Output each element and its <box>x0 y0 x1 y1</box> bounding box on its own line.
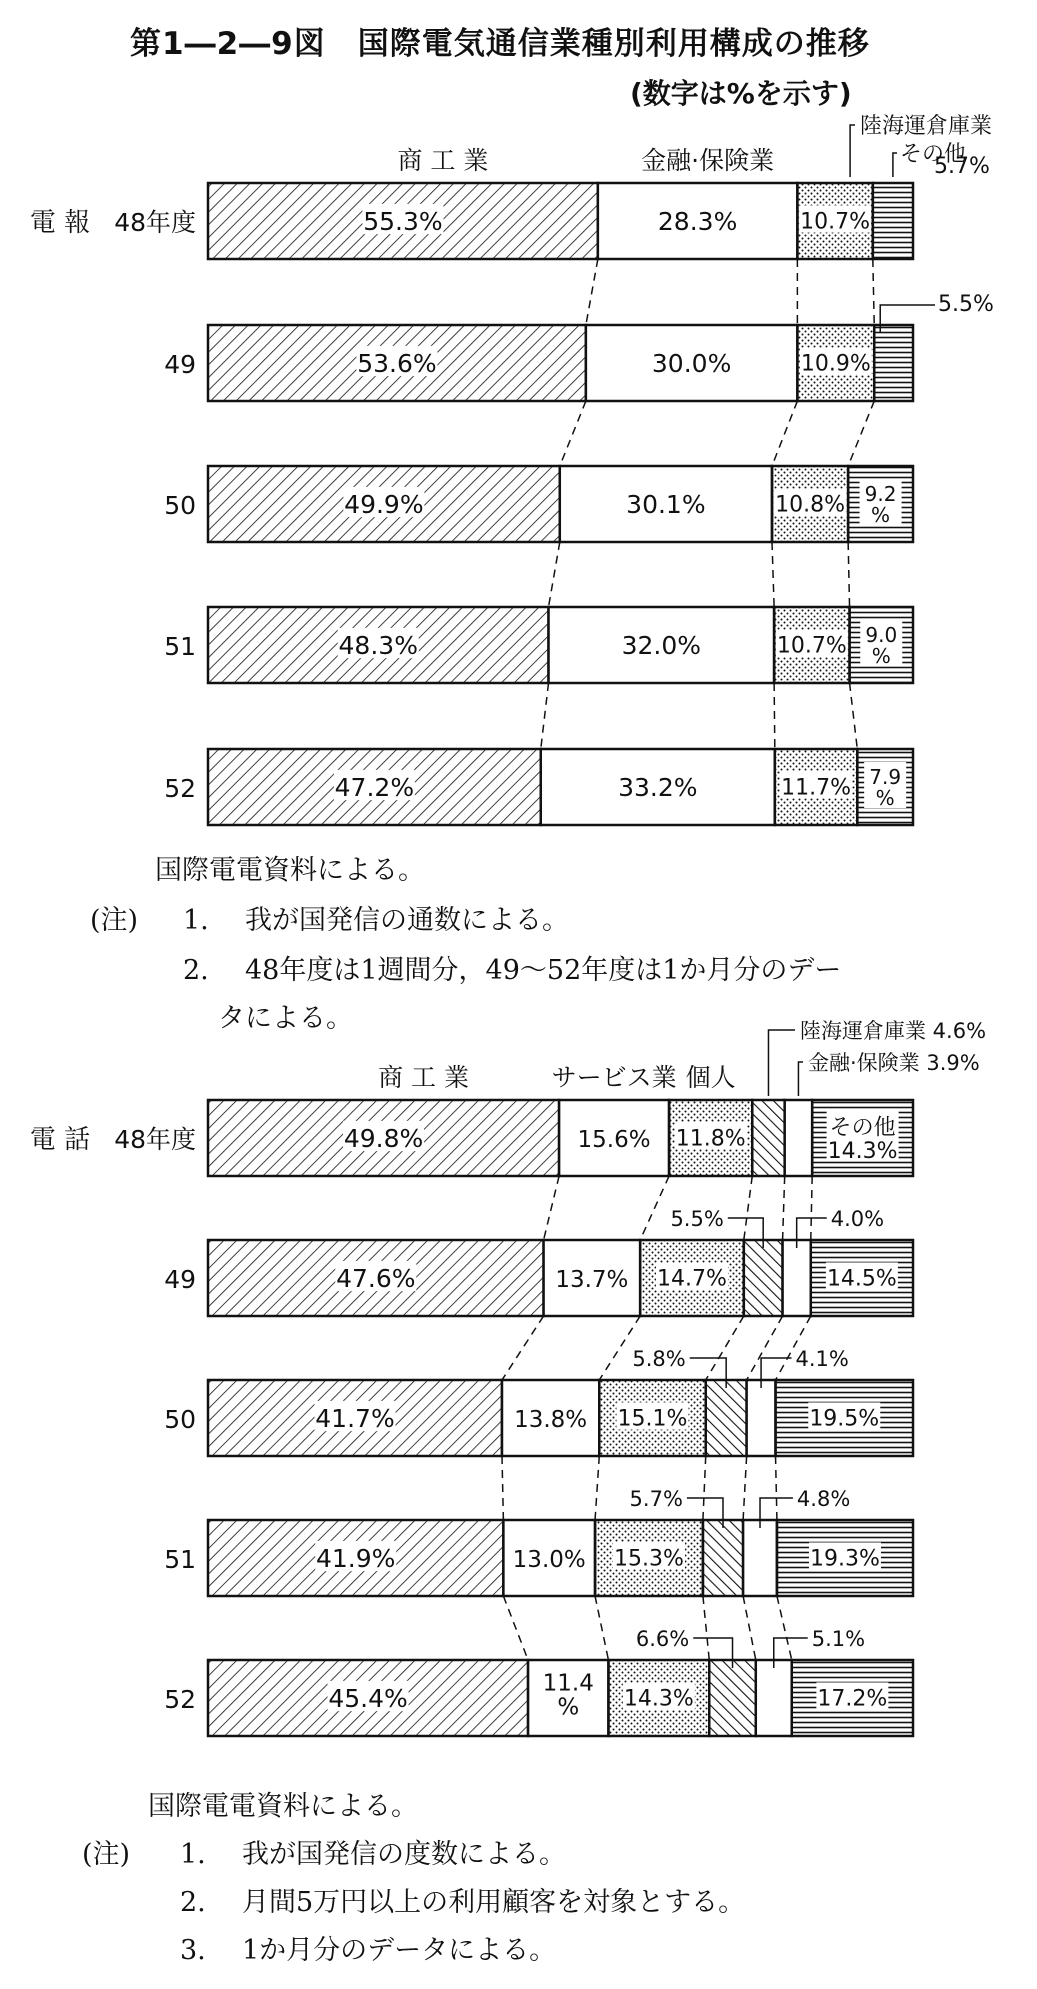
value-label: 41.7% <box>315 1403 395 1433</box>
bar-segment <box>873 183 913 259</box>
series-header: 商 工 業 <box>378 1063 469 1092</box>
value-label: 28.3% <box>657 207 738 236</box>
value-label: 14.3% <box>623 1686 694 1712</box>
value-label: 15.1% <box>617 1406 688 1432</box>
note-text: 月間5万円以上の利用顧客を対象とする。 <box>242 1887 746 1918</box>
value-label: 19.5% <box>809 1406 880 1432</box>
telegraph-notes-label: (注) <box>90 905 139 936</box>
value-label: 5.8% <box>632 1347 686 1371</box>
connector-line <box>811 1176 812 1240</box>
telegraph-note-2-cont: タによる。 <box>218 1003 353 1034</box>
value-label: 33.2% <box>618 773 698 802</box>
category-label: 51 <box>164 1545 196 1574</box>
category-label: 52 <box>164 1685 196 1714</box>
service-label: 電 報 <box>29 208 91 238</box>
note-text: 我が国発信の通数による。 <box>245 905 569 936</box>
telephone-source: 国際電電資料による。 <box>148 1791 418 1822</box>
value-label: 30.1% <box>626 490 706 519</box>
telephone-note-3 <box>180 1928 556 1967</box>
value-label: 5.7% <box>934 154 990 179</box>
telephone-note-1 <box>180 1832 566 1871</box>
connector-line <box>544 1176 560 1240</box>
value-label: 47.6% <box>336 1263 416 1293</box>
category-label: 48年度 <box>114 1125 196 1154</box>
connector-line <box>706 1316 744 1380</box>
connector-line <box>873 259 874 325</box>
note-number: 3. <box>180 1935 206 1966</box>
value-label: 19.3% <box>810 1546 880 1572</box>
bar-segment <box>709 1660 756 1736</box>
connector-line <box>850 683 858 749</box>
telegraph-note-2 <box>183 948 841 987</box>
value-label: 15.6% <box>577 1127 651 1153</box>
telephone-chart <box>30 1019 986 1736</box>
value-label: 5.5% <box>670 1207 724 1231</box>
connector-line <box>640 1176 669 1240</box>
connector-line <box>595 1596 608 1660</box>
connector-line <box>560 401 586 466</box>
connector-line <box>502 1316 544 1380</box>
value-label: 47.2% <box>334 772 415 802</box>
note-number: 1. <box>180 1839 206 1870</box>
value-label: 5.7% <box>629 1487 683 1511</box>
telegraph-chart <box>30 114 994 825</box>
note-text: 48年度は1週間分，49～52年度は1か月分のデー <box>245 955 842 986</box>
connector-line <box>747 1316 783 1380</box>
connector-line <box>776 1456 777 1520</box>
bar-segment <box>747 1380 776 1456</box>
connector-line <box>848 542 849 607</box>
connector-line <box>595 1456 599 1520</box>
note-number: 2. <box>183 955 209 986</box>
value-label: 9.2 % <box>864 482 897 527</box>
value-label: 10.9% <box>800 351 871 377</box>
category-label: 48年度 <box>114 208 196 237</box>
value-label: 49.8% <box>343 1123 424 1153</box>
connector-line <box>848 401 874 466</box>
bar-segment <box>783 1240 811 1316</box>
connector-line <box>743 1456 747 1520</box>
series-header: 陸海運倉庫業 4.6% <box>800 1019 987 1043</box>
connector-line <box>503 1596 528 1660</box>
leader-line <box>850 125 855 177</box>
telegraph-source: 国際電電資料による。 <box>155 855 425 886</box>
series-header: その他 <box>900 142 967 167</box>
value-label: 5.5% <box>938 292 994 317</box>
figure-subtitle: (数字は%を示す) <box>630 77 852 110</box>
series-header: サービス業 <box>551 1063 677 1092</box>
leader-line <box>768 1030 795 1096</box>
value-label: 11.8% <box>675 1126 746 1152</box>
value-label: 4.1% <box>795 1347 849 1371</box>
connector-line <box>549 542 560 607</box>
leader-line <box>893 153 897 177</box>
bar-segment <box>752 1100 784 1176</box>
connector-line <box>772 542 774 607</box>
bar-segment <box>874 325 913 401</box>
note-text: 我が国発信の度数による。 <box>242 1839 566 1870</box>
value-label: 13.0% <box>512 1547 586 1573</box>
series-header: 金融·保険業 3.9% <box>808 1051 980 1075</box>
value-label: 11.4 % <box>542 1670 594 1721</box>
bar-segment <box>706 1380 747 1456</box>
value-label: 41.9% <box>315 1543 396 1573</box>
category-label: 49 <box>164 350 196 379</box>
series-header: 陸海運倉庫業 <box>860 114 993 139</box>
series-header: 金融·保険業 <box>641 146 775 175</box>
note-number: 1. <box>183 905 209 936</box>
bar-segment <box>744 1240 783 1316</box>
value-label: その他 14.3% <box>827 1115 898 1164</box>
value-label: 14.5% <box>826 1266 897 1292</box>
value-label: 10.7% <box>776 633 847 659</box>
connector-line <box>502 1456 503 1520</box>
connector-line <box>744 1176 752 1240</box>
connector-line <box>703 1596 709 1660</box>
connector-line <box>774 683 775 749</box>
value-label: 32.0% <box>621 631 702 660</box>
value-label: 45.4% <box>328 1683 408 1713</box>
category-label: 49 <box>164 1265 196 1294</box>
value-label: 5.1% <box>811 1627 866 1651</box>
figure-title: 第1―2―9図 国際電気通信業種別利用構成の推移 <box>130 26 870 62</box>
category-label: 51 <box>164 632 196 661</box>
value-label: 49.9% <box>344 489 424 519</box>
value-label: 15.3% <box>614 1546 684 1572</box>
value-label: 11.7% <box>781 775 852 801</box>
value-label: 17.2% <box>817 1686 888 1712</box>
connector-line <box>541 683 549 749</box>
bar-segment <box>703 1520 743 1596</box>
connector-line <box>777 1596 792 1660</box>
connector-line <box>743 1596 756 1660</box>
value-label: 13.8% <box>514 1407 588 1433</box>
category-label: 50 <box>164 1405 196 1434</box>
value-label: 10.8% <box>775 492 846 518</box>
value-label: 48.3% <box>338 630 418 660</box>
value-label: 30.0% <box>651 349 732 378</box>
telephone-notes-label: (注) <box>82 1839 131 1870</box>
note-number: 2. <box>180 1887 206 1918</box>
value-label: 14.7% <box>657 1266 727 1292</box>
value-label: 10.7% <box>800 209 871 235</box>
note-text: 1か月分のデータによる。 <box>242 1935 557 1966</box>
bar-segment <box>785 1100 812 1176</box>
telephone-note-2 <box>180 1880 745 1919</box>
connector-line <box>703 1456 706 1520</box>
leader-line <box>798 1062 803 1096</box>
category-label: 50 <box>164 491 196 520</box>
value-label: 13.7% <box>555 1267 629 1293</box>
value-label: 4.8% <box>796 1487 851 1511</box>
value-label: 55.3% <box>363 206 443 236</box>
bar-segment <box>743 1520 777 1596</box>
value-label: 53.6% <box>357 348 437 378</box>
series-header: 個人 <box>685 1063 736 1092</box>
category-label: 52 <box>164 774 196 803</box>
service-label: 電 話 <box>29 1125 91 1155</box>
value-label: 7.9 % <box>869 765 902 810</box>
bar-segment <box>756 1660 792 1736</box>
value-label: 4.0% <box>830 1207 885 1231</box>
series-header: 商 工 業 <box>397 146 489 175</box>
connector-line <box>586 259 598 325</box>
connector-line <box>772 401 797 466</box>
value-label: 9.0 % <box>865 623 898 668</box>
telegraph-note-1 <box>183 898 569 937</box>
connector-line <box>783 1176 785 1240</box>
value-label: 6.6% <box>635 1627 690 1651</box>
